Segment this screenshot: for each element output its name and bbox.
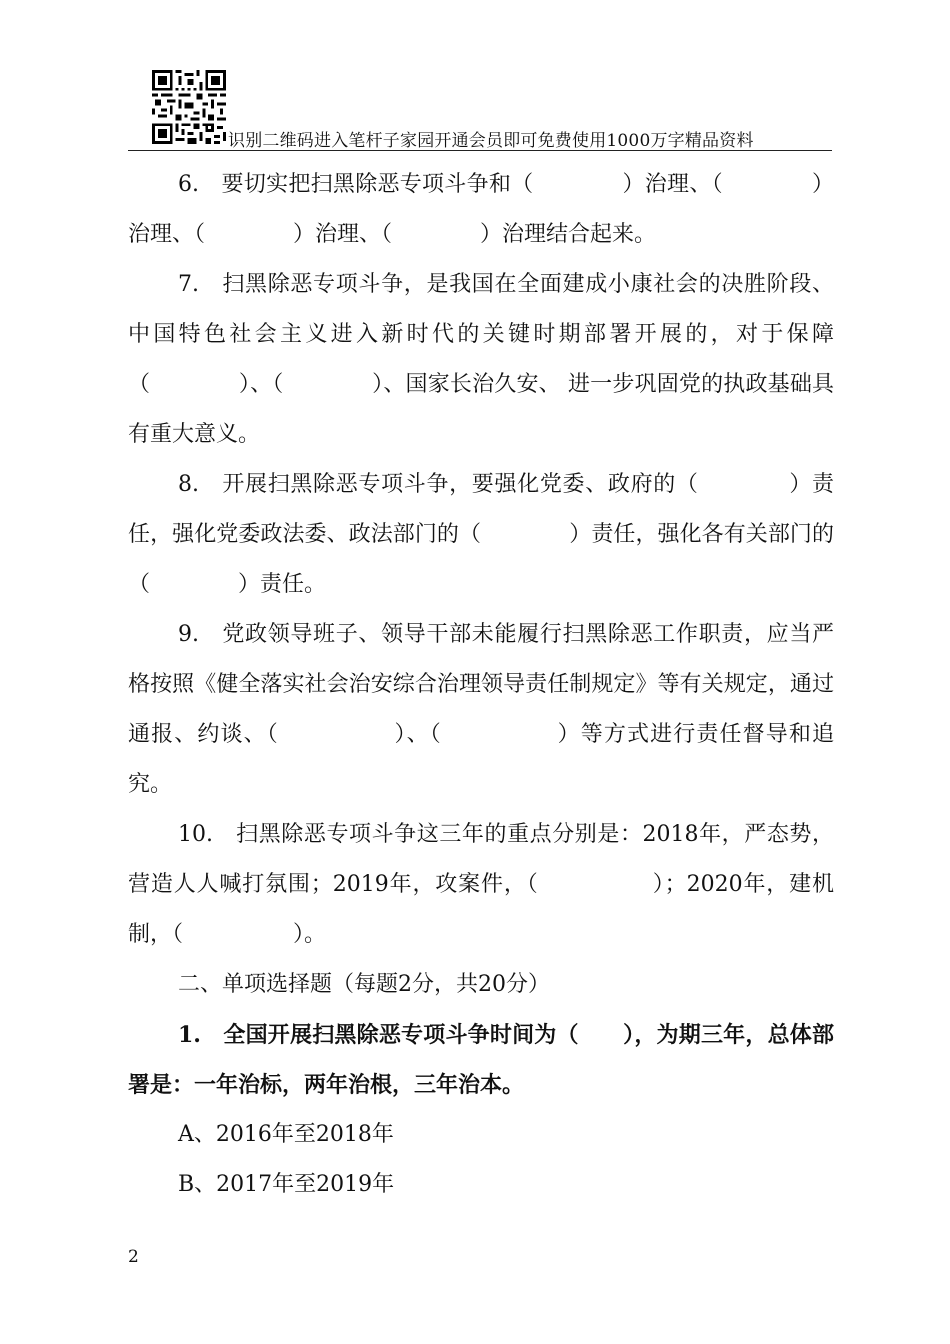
question-choice-1: 1. 全国开展扫黑除恶专项斗争时间为（ ），为期三年，总体部署是：一年治标，两年治根，三年治本。 <box>128 1022 834 1098</box>
document-body <box>128 160 834 1210</box>
header-divider <box>128 150 832 151</box>
header-banner-text: 识别二维码进入笔杆子家园开通会员即可免费使用1000万字精品资料 <box>228 131 754 151</box>
section-heading: 二、单项选择题（每题2分，共20分） <box>178 972 550 997</box>
question-fill-10: 10. 扫黑除恶专项斗争这三年的重点分别是：2018年，严态势，营造人人喊打氛围；2019年，攻案件，（ ）；2020年，建机制，（ ）。 <box>128 822 834 947</box>
question-fill-8: 8. 开展扫黑除恶专项斗争，要强化党委、政府的（ ）责任，强化党委政法委、政法部门的（ ）责任，强化各有关部门的（ ）责任。 <box>128 472 834 597</box>
question-fill-9: 9. 党政领导班子、领导干部未能履行扫黑除恶工作职责，应当严格按照《健全落实社会治安综合治理领导责任制规定》等有关规定，通过通报、约谈、（ ）、（ ）等方式进行责任督导和追究。 <box>128 622 834 797</box>
page-number: 2 <box>128 1247 139 1267</box>
page-header <box>128 68 832 154</box>
option-a: A、2016年至2018年 <box>178 1122 394 1147</box>
qr-code-icon <box>152 70 226 144</box>
question-fill-6: 6. 要切实把扫黑除恶专项斗争和（ ）治理、（ ）治理、（ ）治理、（ ）治理结合起来。 <box>128 172 834 247</box>
option-b: B、2017年至2019年 <box>178 1172 395 1197</box>
question-fill-7: 7. 扫黑除恶专项斗争，是我国在全面建成小康社会的决胜阶段、中国特色社会主义进入新时代的关键时期部署开展的，对于保障 （ ）、（ ）、国家长治久安、 进一步巩固党的执政基础具有重大意义。 <box>128 272 834 447</box>
